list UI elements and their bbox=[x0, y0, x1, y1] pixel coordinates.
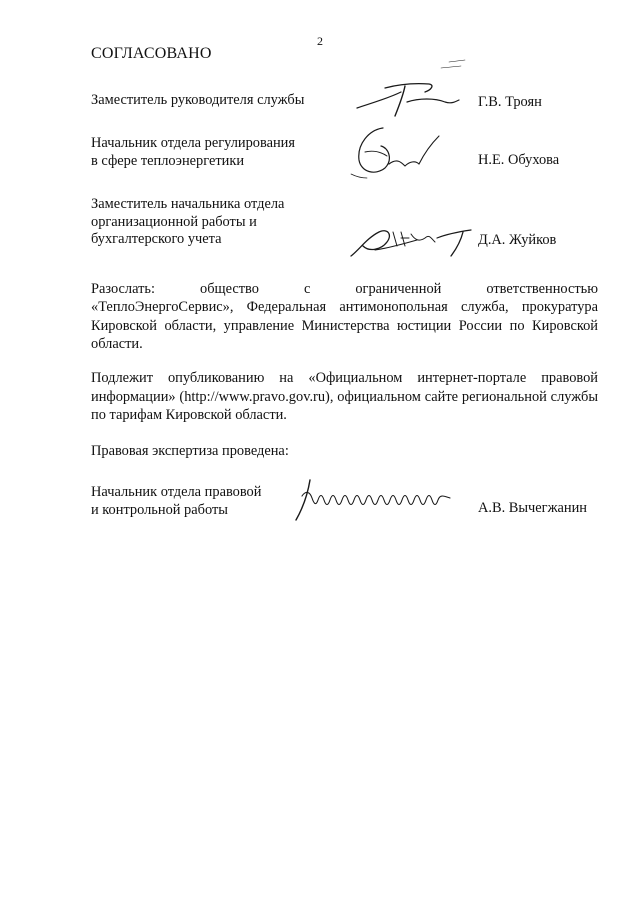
distribution-word-2: общество bbox=[200, 281, 259, 297]
distribution-line-1 bbox=[91, 280, 598, 298]
approver-2-position bbox=[91, 135, 295, 170]
approver-3-name: Д.А. Жуйков bbox=[478, 232, 557, 248]
page-number: 2 bbox=[317, 34, 323, 48]
approver-2-position-line-2: в сфере теплоэнергетики bbox=[91, 152, 245, 169]
approval-heading: СОГЛАСОВАНО bbox=[91, 45, 212, 62]
signature-vychegzhanin bbox=[288, 476, 458, 524]
legal-signatory-position bbox=[91, 484, 261, 519]
approver-3-position-line-2: организационной работы и bbox=[91, 213, 257, 230]
legal-review-note: Правовая экспертиза проведена: bbox=[91, 443, 289, 459]
approver-2-name: Н.Е. Обухова bbox=[478, 152, 560, 168]
distribution-word-4: ограниченной bbox=[355, 281, 442, 297]
legal-signatory-position-line-2: и контрольной работы bbox=[91, 501, 228, 518]
approver-3-position-line-1: Заместитель начальника отдела bbox=[91, 196, 285, 212]
distribution-word-5: ответственностью bbox=[486, 281, 598, 297]
publication-note: Подлежит опубликованию на «Официальном интернет-портале правовой информации» (http://www.pravo.gov.ru), официальном сайте региональной службы по тарифам Кировской области. bbox=[91, 370, 598, 423]
approver-1-name: Г.В. Троян bbox=[478, 94, 542, 110]
approver-1-position bbox=[91, 92, 304, 110]
distribution-list: «ТеплоЭнергоСервис», Федеральная антимонопольная служба, прокуратура Кировской области, управление Министерства юстиции России по Кировской области. bbox=[91, 299, 598, 352]
legal-signatory-position-line-1: Начальник отдела правовой bbox=[91, 484, 262, 500]
signature-obukhova bbox=[345, 122, 445, 184]
approver-1-position-line-1: Заместитель руководителя службы bbox=[91, 92, 305, 108]
signature-zhuykov bbox=[345, 220, 480, 264]
signature-troyan bbox=[345, 58, 475, 122]
distribution-word-1: Разослать: bbox=[91, 281, 155, 297]
distribution-word-3: с bbox=[303, 281, 311, 297]
approver-3-position-line-3: бухгалтерского учета bbox=[91, 231, 222, 247]
legal-signatory-name: А.В. Вычегжанин bbox=[478, 500, 588, 516]
approver-2-position-line-1: Начальник отдела регулирования bbox=[91, 135, 296, 151]
approver-3-position bbox=[91, 196, 284, 249]
